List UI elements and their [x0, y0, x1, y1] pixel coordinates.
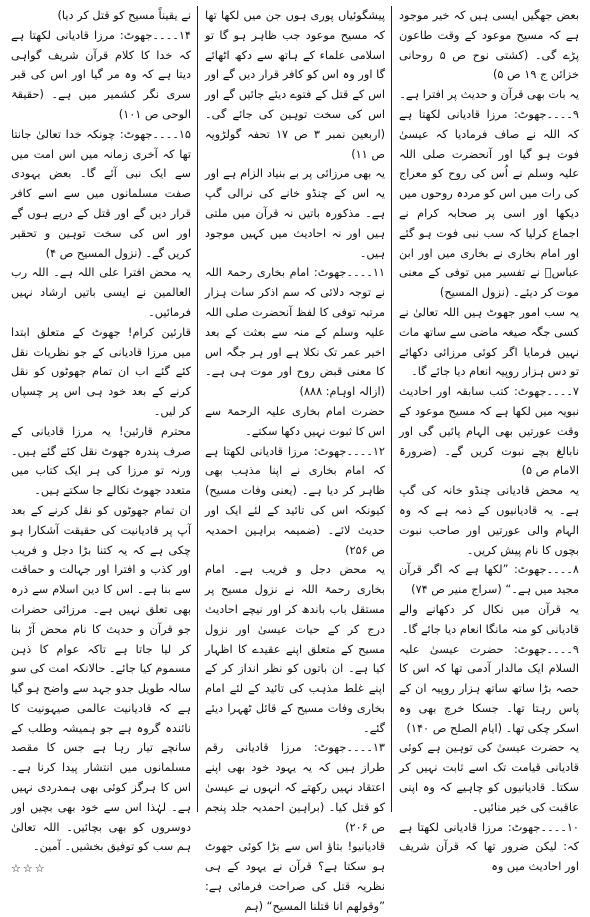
- paragraph: حضرت امام بخاری علیہ الرحمۃ سے اس کا ثبوت نہیں دکھا سکتے۔: [205, 404, 385, 438]
- paragraph: یہ محض دجل و فریب ہے۔ امام بخاری رحمۃ اللہ نے نزول مسیح پر مستقل باب باندھ کر اور نیچے احادیث درج کر کے حیات عیسیٰ اور نزول مسیح کے متعلق اپنے عقیدے کا اظہار کیا ہے۔ ان باتوں کو نظر انداز کر کے اپنے غلط مذہب کی تائید کے لئے امام بخاری وفات مسیح کے قائل ٹھہرا دیئے گئے۔: [205, 563, 385, 735]
- paragraph: بعض جھگیں ایسی ہیں کہ خیر موجود ہے کہ مسیح موعود کے وقت طاعون پڑے گی۔ (کشتی نوح ص ۵ روحانی خزائن ج ۱۹ ص ۵): [399, 9, 579, 82]
- paragraph: پیشگوئیاں پوری ہوں جن میں لکھا تھا کہ مسیح موعود جب ظاہر ہو گا تو اسلامی علماء کے ہاتھ سے دکھ اٹھائے گا اور وہ اس کو کافر قرار دیں گے اور اس کے قتل کے فتوے دیئے جائیں گے اور اس کی سخت توہین کی جائے گی۔ (اربعین نمبر ۳ ص ۱۷ تحفہ گولڑویہ ص ۱۱): [205, 9, 385, 161]
- middle-column: [202, 6, 388, 913]
- paragraph: یہ حضرت عیسیٰ کی توہین ہے کوئی قادیانی قیامت تک اسے ثابت نہیں کر سکتا۔ قادیانیوں کو چاہیے کہ وہ اپنی عاقبت کی خیر منائیں۔: [399, 741, 579, 814]
- paragraph: ۱۱۔۔۔۔جھوٹ: امام بخاری رحمۃ اللہ نے توجہ دلائی کہ سم اذکر سات ہزار مرتبہ توفی کا لفظ آنحضرت صلی اللہ علیہ وسلم کے منہ سے بعثت کے بعد اخیر عمر تک نکلا ہے اور ہر جگہ اس کا معنی قبض روح اور موت ہی ہے۔ (ازالہ اوہام: ۸۸۸): [205, 266, 385, 399]
- document-page: [8, 6, 582, 913]
- left-column: [8, 6, 194, 876]
- paragraph: ۹۔۔۔۔جھوٹ: حضرت عیسیٰ علیہ السلام ایک مالدار آدمی تھا کہ اس کا حصہ بڑا ساتھ ساتھ ہزار روپیہ ان کے پاس رہتا تھا۔ جسکا خرچ بھی وہ اسکر چکی تھا۔ (ایام الصلح ص ۱۴۰): [399, 642, 579, 735]
- paragraph: یہ سب امور جھوٹ ہیں اللہ تعالیٰ نے کسی جگہ صیغہ ماضی سے ساتھ مات نہیں فرمایا اگر کوئی مرزائی دکھائے تو دس ہزار روپیہ انعام دیا جائے گا۔: [399, 305, 579, 379]
- paragraph: یہ محض قادیانی چنڈو خانہ کی گپ ہے۔ یہ قادیانیوں کے ذمہ ہے کہ وہ الہام والی عورتیں اور صاحب نبوت بچوں کا نام پیش کریں۔: [399, 484, 579, 557]
- paragraph: قارئین کرام! جھوٹ کے متعلق ابتدا میں مرزا قادیانی کے جو نظریات نقل کئے گئے اب ان تمام جھوٹوں کو نقل کرنے کے بعد خود ہی اس پر چسپاں کر لیں۔: [11, 325, 191, 418]
- paragraph: ان تمام جھوٹوں کو نقل کرنے کے بعد آپ پر قادیانیت کی حقیقت آشکارا ہو چکی ہے کہ یہ کتنا بڑا دجل و فریب اور کذب و افترا اور جہالت و حماقت سے بنا ہے۔ اس کا دین اسلام سے ذرہ بھی تعلق نہیں ہے۔ مرزائی حضرات جو قرآن و حدیث کا نام محض آڑ بنا کر لیا جاتا ہے تاکہ عوام کا ذہن مسموم کیا جائے۔ حالانکہ امت کی سو سالہ طویل جدو جہد سے واضح ہو گیا ہے کہ قادیانیت عالمی صیہونیت کا نائندہ گروہ ہے جو ہمیشہ وطلب کے سانچے تیار رہا ہے جس کا مقصد مسلمانوں میں انتشار پیدا کرنا ہے۔ اس کا ہرگز کوئی بھی ہمدردی نہیں ہے۔ لہٰذا اس سے خود بھی بچیں اور دوسروں کو بھی بچائیں۔ اللہ تعالیٰ ہم سب کو توفیق بخشیں۔ آمین۔: [11, 503, 191, 854]
- paragraph: ۸۔۔۔۔جھوٹ: ”لکھا ہے کہ اگر قرآن مجید میں ہے۔“ (سراج منیر ص ۷۴): [399, 563, 579, 597]
- paragraph: ۷۔۔۔۔جھوٹ: کتب سابقہ اور احادیث نبویہ میں لکھا ہے کہ مسیح موعود کے وقت عورتیں بھی الہام پائیں گی اور نابالغ بچے نبوت کریں گے۔ (ضرورۃ الامام ص ۵): [399, 385, 579, 478]
- paragraph: یہ قرآن میں نکال کر دکھانے والے قادیانی کو منہ مانگا انعام دیا جائے گا۔: [399, 602, 579, 636]
- column-divider: [197, 6, 198, 812]
- paragraph: ۱۳۔۔۔۔جھوٹ: مرزا قادیانی رقم طراز ہیں کہ یہ یہود خود بھی اپنے اعتقاد نہیں رکھتے کہ انہوں نے عیسیٰ کو قتل کیا۔ (براہین احمدیہ جلد پنجم ص ۲۰۶): [205, 741, 385, 834]
- paragraph: قادیانیو! بتاؤ اس سے بڑا کوئی جھوٹ ہو سکتا ہے؟ قرآن نے یہود کے ہی نظریہ قتل کی صراحت فرمائی ہے: ”وقولھم انا قتلنا المسیح“ (ہم: [205, 840, 385, 913]
- paragraph: یہ بات بھی قرآن و حدیث پر افترا ہے۔: [399, 88, 579, 102]
- paragraph: یہ بھی مرزائی پر بے بنیاد الزام ہے اور یہ اس کے چنڈو خانے کی نرالی گپ ہے۔ مذکورہ باتیں نہ قرآن میں ملتی ہیں اور نہ احادیث میں کہیں موجود ہیں۔: [205, 167, 385, 260]
- paragraph: محترم قارئین! یہ مرزا قادیانی کے صرف پندرہ جھوٹ نقل کئے گئے ہیں۔ ورنہ تو مرزا کی ہر ایک کتاب میں متعدد جھوٹ نکالے جا سکتے ہیں۔: [11, 424, 191, 498]
- paragraph: یہ محض افترا علی اللہ ہے۔ اللہ رب العالمین نے ایسی باتیں ارشاد نہیں فرمائیں۔: [11, 266, 191, 319]
- paragraph: ۹۔۔۔۔جھوٹ: مرزا قادیانی لکھتا ہے کہ اللہ نے صاف فرمادیا کہ عیسیٰ فوت ہو گیا اور آنحضرت صلی اللہ علیہ وسلم نے اُس کی روح کو معراج کی رات میں اس کو مردہ روحوں میں دیکھا اور اسی پر صحابہ کرام نے اجماع کرلیا کہ سب نبی فوت ہو گئے اور امام بخاری نے بخاری میں اور ابن عباسؓ نے تفسیر میں توفی کے معنی موت کر دیئے۔ (نزول المسیح): [399, 107, 579, 300]
- paragraph: ۱۵۔۔۔۔جھوٹ: چونکہ خدا تعالیٰ جانتا تھا کہ آخری زمانہ میں اس امت میں سے ایک نبی آئے گا۔ بعض یہودی صفت مسلمانوں میں سے اسے کافر قرار دیں گے اور قتل کے درپے ہوں گے اور اس کی سخت توہین و تحقیر کریں گے۔ (نزول المسیح ص ۴): [11, 127, 191, 260]
- paragraph: ۱۰۔۔۔۔جھوٹ: مرزا قادیانی لکھتا ہے کہ: لیکن ضرور تھا کہ قرآن شریف اور احادیث میں وہ: [399, 820, 579, 874]
- right-column: [396, 6, 582, 874]
- end-stars: ☆☆☆: [11, 862, 47, 876]
- paragraph: ۱۲۔۔۔۔جھوٹ: مرزا قادیانی لکھتا ہے کہ امام بخاری نے اپنا مذہب بھی ظاہر کر دیا ہے۔ (یعنی وفات مسیح) کیونکہ اس کی تائید کے لئے ایک اور حدیث لائے۔ (ضمیمہ براہین احمدیہ ص ۲۵۶): [205, 444, 385, 557]
- paragraph: نے یقیناً مسیح کو قتل کر دیا): [57, 9, 191, 22]
- paragraph: ۱۴۔۔۔۔جھوٹ: مرزا قادیانی لکھتا ہے کہ خدا کا کلام قرآن شریف گواہی دیتا ہے کہ وہ مر گیا اور اس کی قبر سری نگر کشمیر میں ہے۔ (حقیقۃ الوحی ص ۱۰۱): [11, 28, 191, 121]
- column-divider: [391, 6, 392, 812]
